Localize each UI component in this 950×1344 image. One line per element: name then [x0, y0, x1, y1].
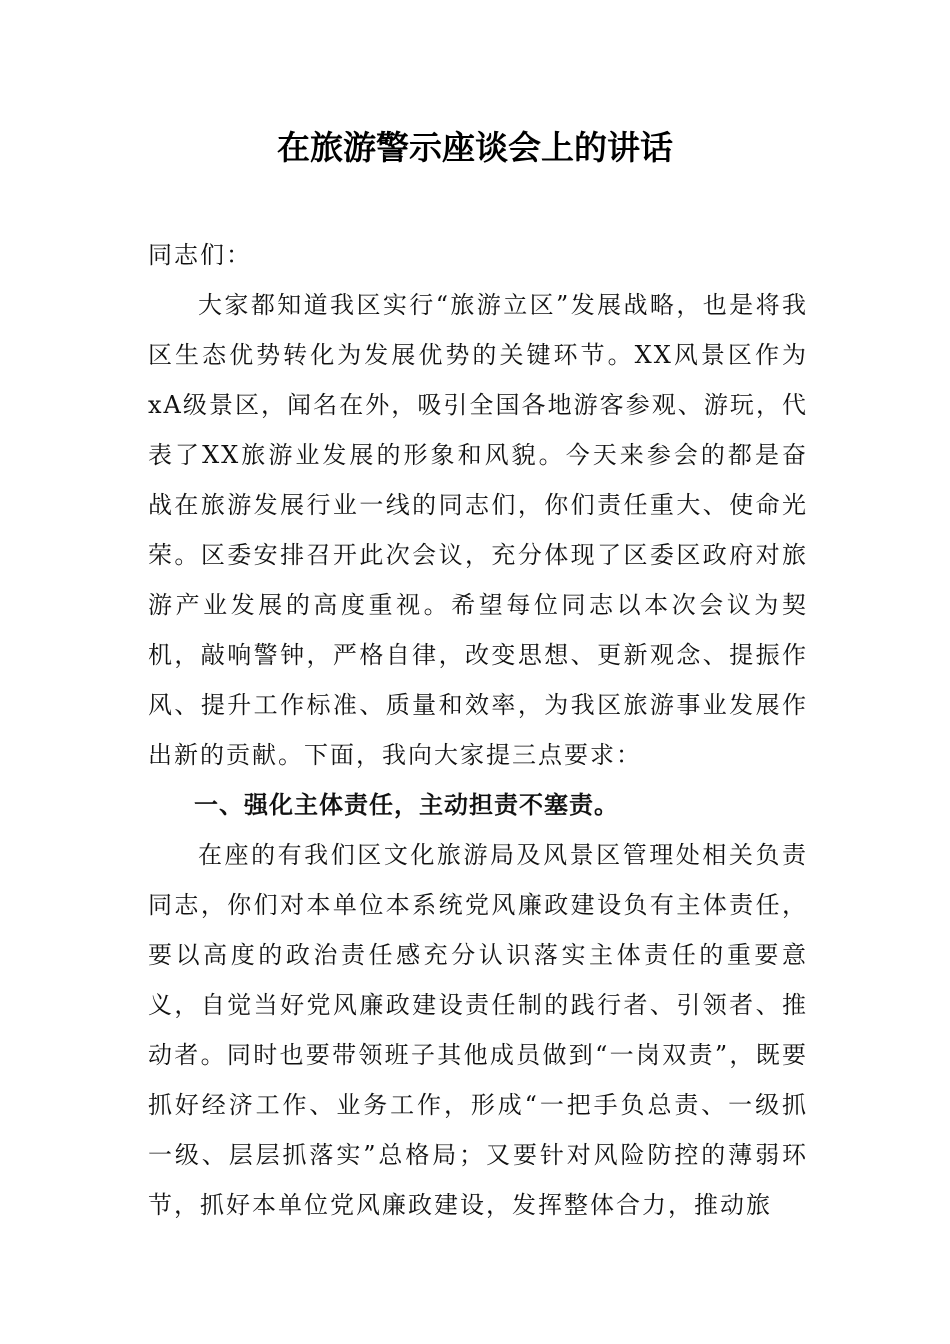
- document-body: [148, 230, 808, 1230]
- salutation: 同志们：: [148, 241, 252, 269]
- paragraph-section-1: 在座的有我们区文化旅游局及风景区管理处相关负责同志，你们对本单位本系统党风廉政建设负有主体责任，要以高度的政治责任感充分认识落实主体责任的重要意义，自觉当好党风廉政建设责任制的践行者、引领者、推动者。同时也要带领班子其他成员做到“一岗双责”，既要抓好经济工作、业务工作，形成“一把手负总责、一级抓一级、层层抓落实”总格局；又要针对风险防控的薄弱环节，抓好本单位党风廉政建设，发挥整体合力，推动旅: [148, 841, 808, 1219]
- paragraph-intro: 大家都知道我区实行“旅游立区”发展战略，也是将我区生态优势转化为发展优势的关键环节。XX风景区作为xA级景区，闻名在外，吸引全国各地游客参观、游玩，代表了XX旅游业发展的形象和风貌。今天来参会的都是奋战在旅游发展行业一线的同志们，你们责任重大、使命光荣。区委安排召开此次会议，充分体现了区委区政府对旅游产业发展的高度重视。希望每位同志以本次会议为契机，敲响警钟，严格自律，改变思想、更新观念、提振作风、提升工作标准、质量和效率，为我区旅游事业发展作出新的贡献。下面，我向大家提三点要求：: [148, 291, 808, 769]
- section-heading-1: 一、强化主体责任，主动担责不塞责。: [194, 791, 619, 819]
- document-title: 在旅游警示座谈会上的讲话: [277, 128, 673, 167]
